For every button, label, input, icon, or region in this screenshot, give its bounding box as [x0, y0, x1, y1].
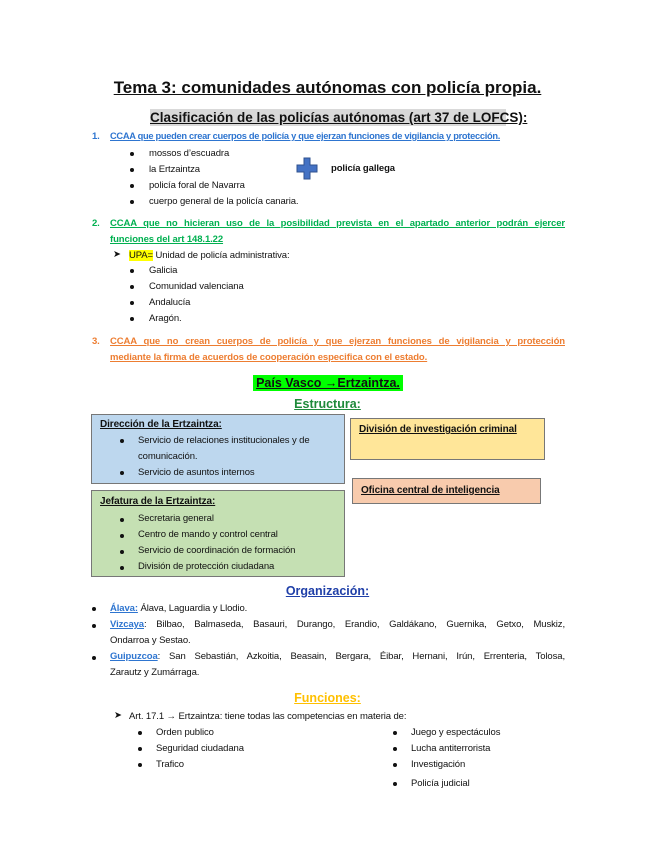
list-item: Investigación [411, 759, 466, 770]
bullet-icon [138, 763, 142, 767]
upa-label: UPA= [129, 250, 153, 261]
estructura-heading: Estructura: [294, 397, 361, 411]
section2-heading-line1: CCAA que no hicieran uso de la posibilidad prevista en el apartado anterior podrán ejercer [110, 218, 565, 229]
jefatura-title: Jefatura de la Ertzaintza: [100, 496, 216, 507]
org-label: Álava: [110, 603, 138, 614]
bullet-icon [130, 269, 134, 273]
oficina-label: Oficina central de inteligencia [361, 485, 500, 496]
funciones-heading: Funciones: [294, 691, 361, 705]
bullet-icon [393, 763, 397, 767]
page-title: Tema 3: comunidades autónomas con policía propia. [113, 78, 542, 97]
org-text-cont: Ondarroa y Sestao. [110, 635, 191, 646]
list-item: comunicación. [138, 451, 198, 462]
list-number: 3. [92, 336, 100, 347]
list-item: policía foral de Navarra [149, 180, 245, 191]
org-item [110, 619, 565, 630]
bullet-icon [120, 566, 124, 570]
division-box [350, 418, 545, 460]
list-item: Policía judicial [411, 778, 470, 789]
org-text: : San Sebastián, Azkoitia, Beasain, Bergara, Éibar, Hernani, Irún, Errenteria, Tolosa, [157, 651, 565, 662]
bullet-icon [92, 607, 96, 611]
bullet-icon [130, 317, 134, 321]
list-item: Orden publico [156, 727, 214, 738]
list-item: la Ertzaintza [149, 164, 200, 175]
org-label: Guipuzcoa [110, 651, 158, 662]
org-label: Vizcaya [110, 619, 144, 630]
bullet-icon [120, 439, 124, 443]
list-item: Servicio de asuntos internos [138, 467, 255, 478]
direccion-box [91, 414, 345, 484]
bullet-icon [92, 624, 96, 628]
section3-heading-line2: mediante la firma de acuerdos de cooperación especifica con el estado. [110, 352, 428, 363]
oficina-box [352, 478, 541, 504]
org-text-cont: Zarautz y Zumárraga. [110, 667, 200, 678]
list-item: Servicio de relaciones institucionales y de [138, 435, 310, 446]
list-item: cuerpo general de la policía canaria. [149, 196, 299, 207]
plus-icon [296, 157, 318, 180]
bullet-icon [138, 747, 142, 751]
arrow-bullet-icon: ➤ [113, 249, 121, 260]
bullet-icon [138, 731, 142, 735]
org-item [110, 651, 565, 662]
org-item [110, 603, 247, 614]
bullet-icon [130, 200, 134, 204]
list-item: Comunidad valenciana [149, 281, 244, 292]
list-item: Andalucía [149, 297, 191, 308]
bullet-icon [130, 184, 134, 188]
list-item: Galicia [149, 265, 178, 276]
plus-label: policía gallega [331, 163, 395, 174]
upa-line [129, 250, 290, 261]
list-item: Centro de mando y control central [138, 529, 278, 540]
funciones-intro: Art. 17.1 → Ertzaintza: tiene todas las competencias en materia de: [129, 711, 407, 722]
list-item: Lucha antiterrorista [411, 743, 491, 754]
arrow-bullet-icon: ➤ [114, 710, 122, 721]
subtitle: Clasificación de las policías autónomas (art 37 de LOFCS): [150, 110, 528, 125]
division-label: División de investigación criminal [359, 424, 517, 435]
list-item: mossos d’escuadra [149, 148, 230, 159]
list-item: Servicio de coordinación de formación [138, 545, 296, 556]
list-number: 1. [92, 131, 100, 142]
list-item: Aragón. [149, 313, 182, 324]
list-item: Seguridad ciudadana [156, 743, 244, 754]
bullet-icon [92, 656, 96, 660]
jefatura-box [91, 490, 345, 577]
bullet-icon [120, 471, 124, 475]
section2-heading-line2: funciones del art 148.1.22 [110, 234, 224, 245]
section1-heading: CCAA que pueden crear cuerpos de policía y que ejerzan funciones de vigilancia y protección. [110, 131, 501, 141]
list-item: Trafico [156, 759, 184, 770]
bullet-icon [393, 747, 397, 751]
direccion-title: Dirección de la Ertzaintza: [100, 419, 222, 430]
org-text: Álava, Laguardia y Llodio. [137, 603, 248, 614]
list-item: Secretaria general [138, 513, 214, 524]
bullet-icon [393, 731, 397, 735]
organizacion-heading: Organización: [285, 584, 370, 598]
bullet-icon [120, 534, 124, 538]
pais-vasco-heading: País Vasco →Ertzaintza. [253, 375, 403, 391]
bullet-icon [120, 550, 124, 554]
section3-heading-line1: CCAA que no crean cuerpos de policía y que ejerzan funciones de vigilancia y protección [110, 336, 565, 347]
bullet-icon [130, 152, 134, 156]
upa-text: Unidad de policía administrativa: [152, 250, 290, 261]
bullet-icon [130, 168, 134, 172]
list-item: División de protección ciudadana [138, 561, 275, 572]
bullet-icon [393, 782, 397, 786]
bullet-icon [120, 518, 124, 522]
org-text: : Bilbao, Balmaseda, Basauri, Durango, Erandio, Galdákano, Guernika, Getxo, Muskiz, [144, 619, 565, 630]
bullet-icon [130, 301, 134, 305]
list-item: Juego y espectáculos [411, 727, 501, 738]
bullet-icon [130, 285, 134, 289]
list-number: 2. [92, 218, 100, 229]
